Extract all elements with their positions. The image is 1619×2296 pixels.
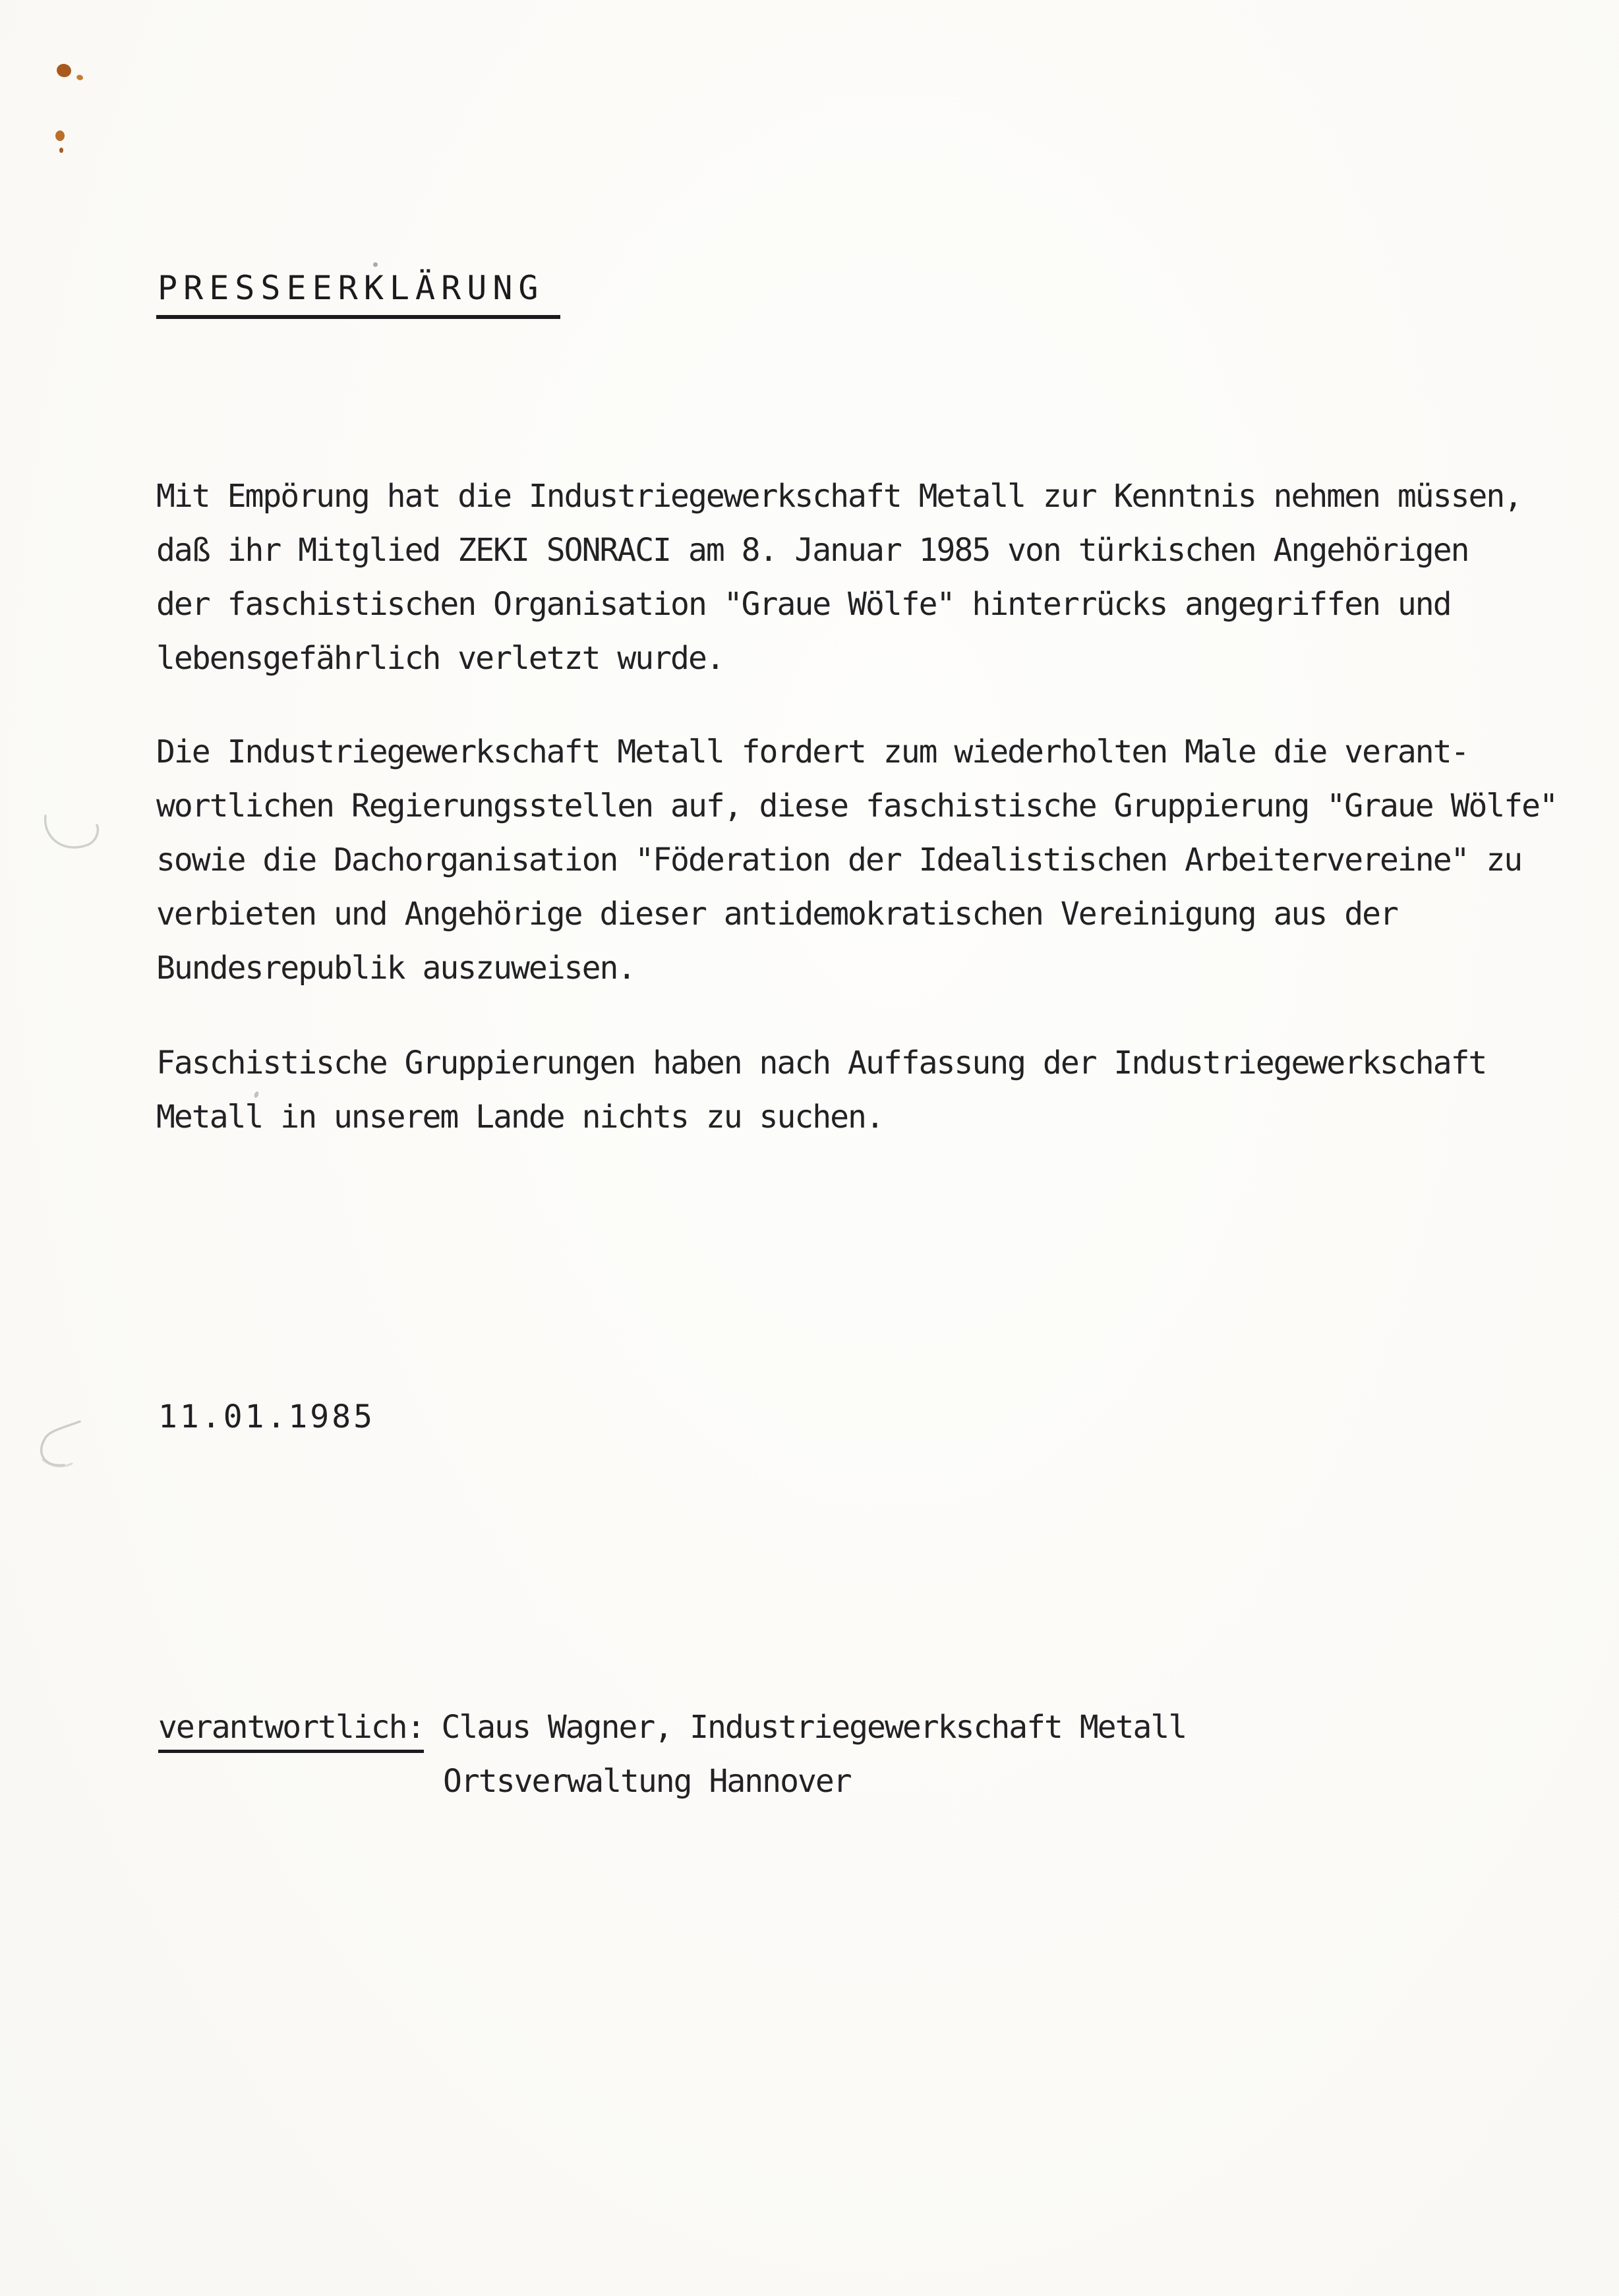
paragraph-2-line-1: Die Industriegewerkschaft Metall fordert zum wiederholten Male die verant- — [156, 733, 1469, 770]
paragraph-2-line-3: sowie die Dachorganisation "Föderation der Idealistischen Arbeitervereine" zu — [156, 842, 1522, 878]
signature-line-2: Ortsverwaltung Hannover — [443, 1763, 851, 1800]
responsible-name: Claus Wagner, Industriegewerkschaft Metall — [441, 1709, 1187, 1746]
document-date: 11.01.1985 — [158, 1398, 375, 1435]
responsible-label: verantwortlich: — [158, 1709, 424, 1753]
paragraph-2-line-5: Bundesrepublik auszuweisen. — [156, 950, 635, 987]
paragraph-3-line-1: Faschistische Gruppierungen haben nach Auffassung der Industriegewerkschaft — [156, 1045, 1487, 1081]
paragraph-1-line-1: Mit Empörung hat die Industriegewerkschaft Metall zur Kenntnis nehmen müssen, — [156, 478, 1522, 515]
rust-speck — [55, 62, 73, 78]
paragraph-3 — [156, 1036, 1486, 1144]
paragraph-2-line-2: wortlichen Regierungsstellen auf, diese faschistische Gruppierung "Graue Wölfe" — [156, 788, 1557, 824]
signature-line-1 — [158, 1700, 1186, 1754]
paragraph-2-line-4: verbieten und Angehörige dieser antidemokratischen Vereinigung aus der — [156, 896, 1398, 933]
rust-speck — [55, 130, 65, 141]
ink-speck — [373, 262, 378, 267]
paragraph-1-line-4: lebensgefährlich verletzt wurde. — [156, 640, 724, 677]
pencil-squiggle-mark — [36, 811, 115, 870]
pencil-squiggle-mark — [16, 1414, 109, 1486]
paragraph-1-line-2: daß ihr Mitglied ZEKI SONRACI am 8. Januar 1985 von türkischen Angehörigen — [156, 532, 1469, 569]
document-title: PRESSEERKLÄRUNG — [156, 269, 560, 319]
paragraph-2 — [156, 725, 1557, 995]
signature-block — [158, 1700, 1186, 1808]
paragraph-1 — [156, 469, 1521, 685]
paragraph-3-line-2: Metall in unserem Lande nichts zu suchen. — [156, 1099, 883, 1135]
paragraph-1-line-3: der faschistischen Organisation "Graue Wölfe" hinterrücks angegriffen und — [156, 586, 1451, 623]
